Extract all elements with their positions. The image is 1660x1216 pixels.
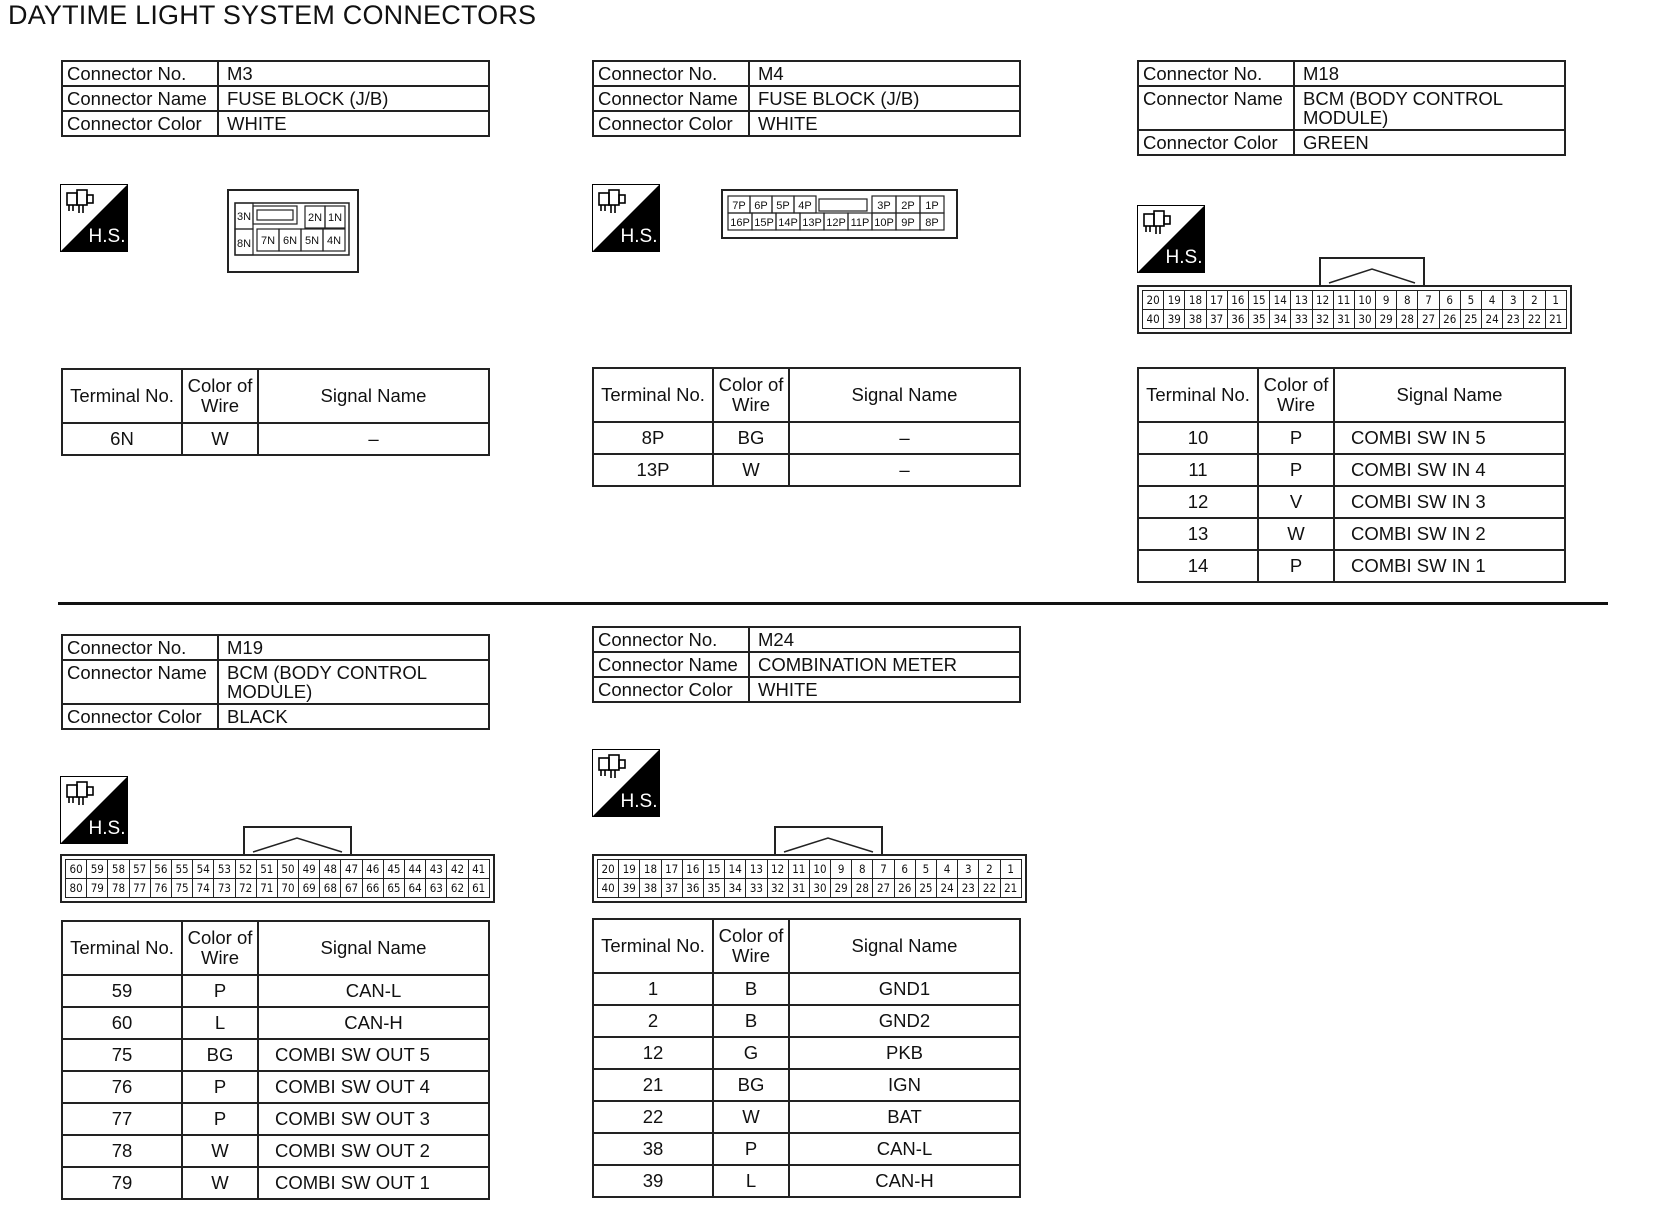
table-row: 1 B GND1 <box>593 973 1020 1005</box>
pin-cell: 24 <box>937 879 958 898</box>
pin-cell: 19 <box>619 860 640 879</box>
terminal-table-m24 <box>592 918 1021 1198</box>
pin-cell: 72 <box>235 879 256 898</box>
pin-cell: 35 <box>703 879 724 898</box>
pin-cell: 16 <box>682 860 703 879</box>
connector-name-label: Connector Name <box>62 86 218 111</box>
connector-name-value: COMBINATION METER <box>749 652 1020 677</box>
pin-cell: 31 <box>788 879 809 898</box>
pin-cell: 74 <box>193 879 214 898</box>
pin-cell: 69 <box>299 879 320 898</box>
connector-color-value: WHITE <box>218 111 489 136</box>
m4-pin-label: 12P <box>826 217 846 229</box>
connector-color-label: Connector Color <box>593 111 749 136</box>
pin-cell: 11 <box>1333 291 1354 310</box>
connector-info-m24 <box>592 626 1021 703</box>
pin-cell: 4 <box>937 860 958 879</box>
pin-cell: 77 <box>129 879 150 898</box>
pin-cell: 22 <box>1524 310 1545 329</box>
m4-pin-label: 5P <box>776 200 790 212</box>
terminal-no-header: Terminal No. <box>1138 368 1258 422</box>
pin-cell: 20 <box>1143 291 1164 310</box>
wire-color-header: Color of Wire <box>713 368 789 422</box>
pin-cell: 12 <box>1312 291 1333 310</box>
m4-pin-label: 1P <box>925 200 939 212</box>
connector-name-value: BCM (BODY CONTROL MODULE) <box>1294 86 1565 130</box>
connector-color-value: WHITE <box>749 677 1020 702</box>
pin-cell: 18 <box>1185 291 1206 310</box>
connector-face-m3 <box>227 189 359 273</box>
pin-cell: 5 <box>1460 291 1481 310</box>
pin-cell: 6 <box>1439 291 1460 310</box>
hs-label: H.S. <box>620 791 658 812</box>
terminal-no-header: Terminal No. <box>62 369 182 423</box>
pin-cell: 71 <box>256 879 277 898</box>
pin-cell: 34 <box>725 879 746 898</box>
pin-cell: 27 <box>1418 310 1439 329</box>
connector-info-m19 <box>61 634 490 730</box>
pin-cell: 15 <box>1248 291 1269 310</box>
pin-cell: 23 <box>1503 310 1524 329</box>
connector-name-value: FUSE BLOCK (J/B) <box>749 86 1020 111</box>
pin-cell: 65 <box>383 879 404 898</box>
pin-cell: 35 <box>1248 310 1269 329</box>
wire-color-header: Color of Wire <box>182 921 258 975</box>
pin-cell: 28 <box>1397 310 1418 329</box>
m4-pin-label: 6P <box>754 200 768 212</box>
pin-cell: 64 <box>405 879 426 898</box>
connector-no-label: Connector No. <box>1138 61 1294 86</box>
pin-cell: 9 <box>1376 291 1397 310</box>
connector-no-label: Connector No. <box>593 627 749 652</box>
pin-cell: 10 <box>809 860 830 879</box>
pin-cell: 24 <box>1482 310 1503 329</box>
pin-cell: 32 <box>1312 310 1333 329</box>
pin-cell: 29 <box>831 879 852 898</box>
pin-cell: 13 <box>746 860 767 879</box>
terminal-no-header: Terminal No. <box>593 368 713 422</box>
page-title: DAYTIME LIGHT SYSTEM CONNECTORS <box>8 0 537 30</box>
pin-cell: 37 <box>661 879 682 898</box>
terminal-table-m18 <box>1137 367 1566 583</box>
pin-cell: 17 <box>661 860 682 879</box>
pin-cell: 6 <box>894 860 915 879</box>
pin-cell: 39 <box>1164 310 1185 329</box>
table-row: 12 G PKB <box>593 1037 1020 1069</box>
pin-cell: 32 <box>767 879 788 898</box>
pin-cell: 75 <box>171 879 192 898</box>
connector-color-label: Connector Color <box>62 111 218 136</box>
pin-cell: 42 <box>447 860 468 879</box>
table-row: 75 BG COMBI SW OUT 5 <box>62 1039 489 1071</box>
wire-color-header: Color of Wire <box>713 919 789 973</box>
pin-cell: 31 <box>1333 310 1354 329</box>
pin-cell: 80 <box>66 879 87 898</box>
pin-cell: 52 <box>235 860 256 879</box>
terminal-table-m4 <box>592 367 1021 487</box>
pin-cell: 51 <box>256 860 277 879</box>
m3-pin-label: 6N <box>282 235 298 247</box>
pin-cell: 34 <box>1270 310 1291 329</box>
pin-cell: 33 <box>1291 310 1312 329</box>
hs-label: H.S. <box>1165 247 1203 268</box>
connector-name-value: BCM (BODY CONTROL MODULE) <box>218 660 489 704</box>
pin-cell: 5 <box>915 860 936 879</box>
pin-cell: 40 <box>598 879 619 898</box>
hs-label: H.S. <box>620 226 658 247</box>
pin-cell: 70 <box>277 879 298 898</box>
m3-pin-label: 7N <box>260 235 276 247</box>
pin-cell: 12 <box>767 860 788 879</box>
pin-cell: 21 <box>1545 310 1566 329</box>
pin-cell: 25 <box>1460 310 1481 329</box>
pin-cell: 29 <box>1376 310 1397 329</box>
pin-cell: 58 <box>108 860 129 879</box>
pin-cell: 55 <box>171 860 192 879</box>
pin-cell: 28 <box>852 879 873 898</box>
table-row: 79 W COMBI SW OUT 1 <box>62 1167 489 1199</box>
pin-cell: 9 <box>831 860 852 879</box>
pin-cell: 59 <box>87 860 108 879</box>
harness-side-icon <box>60 184 128 252</box>
connector-info-m3 <box>61 60 490 137</box>
signal-name-header: Signal Name <box>1334 368 1565 422</box>
pin-cell: 33 <box>746 879 767 898</box>
pin-cell: 54 <box>193 860 214 879</box>
table-row: 76 P COMBI SW OUT 4 <box>62 1071 489 1103</box>
connector-color-label: Connector Color <box>1138 130 1294 155</box>
pin-cell: 18 <box>640 860 661 879</box>
table-row: 6N W – <box>62 423 489 455</box>
m4-pin-label: 3P <box>877 200 891 212</box>
connector-no-value: M24 <box>749 627 1020 652</box>
pin-cell: 47 <box>341 860 362 879</box>
connector-color-label: Connector Color <box>62 704 218 729</box>
table-row: 12 V COMBI SW IN 3 <box>1138 486 1565 518</box>
connector-info-m4 <box>592 60 1021 137</box>
pin-cell: 43 <box>426 860 447 879</box>
pin-cell: 10 <box>1354 291 1375 310</box>
pin-cell: 61 <box>468 879 489 898</box>
harness-side-icon <box>1137 205 1205 273</box>
table-row: 13 W COMBI SW IN 2 <box>1138 518 1565 550</box>
pin-cell: 3 <box>958 860 979 879</box>
wire-color-header: Color of Wire <box>1258 368 1334 422</box>
connector-no-label: Connector No. <box>62 61 218 86</box>
harness-side-icon <box>60 776 128 844</box>
m4-pin-label: 14P <box>778 217 798 229</box>
connector-name-label: Connector Name <box>593 86 749 111</box>
pin-cell: 16 <box>1227 291 1248 310</box>
pin-cell: 14 <box>725 860 746 879</box>
pin-cell: 68 <box>320 879 341 898</box>
terminal-no-header: Terminal No. <box>593 919 713 973</box>
pin-cell: 14 <box>1270 291 1291 310</box>
m3-pins <box>235 203 345 255</box>
pin-cell: 49 <box>299 860 320 879</box>
pin-cell: 23 <box>958 879 979 898</box>
pin-cell: 79 <box>87 879 108 898</box>
pin-cell: 20 <box>598 860 619 879</box>
signal-name-header: Signal Name <box>789 368 1020 422</box>
m4-pin-label: 13P <box>802 217 822 229</box>
pin-cell: 17 <box>1206 291 1227 310</box>
pin-cell: 78 <box>108 879 129 898</box>
pin-cell: 73 <box>214 879 235 898</box>
hs-label: H.S. <box>88 818 126 839</box>
pin-cell: 26 <box>1439 310 1460 329</box>
pin-cell: 7 <box>1418 291 1439 310</box>
pin-cell: 7 <box>873 860 894 879</box>
connector-color-value: GREEN <box>1294 130 1565 155</box>
connector-color-value: WHITE <box>749 111 1020 136</box>
m3-pin-label: 8N <box>236 238 252 250</box>
pin-cell: 30 <box>809 879 830 898</box>
table-row: 14 P COMBI SW IN 1 <box>1138 550 1565 582</box>
pin-cell: 62 <box>447 879 468 898</box>
table-row: 59 P CAN-L <box>62 975 489 1007</box>
table-row: 60 L CAN-H <box>62 1007 489 1039</box>
m4-pin-label: 11P <box>850 217 870 229</box>
signal-name-header: Signal Name <box>789 919 1020 973</box>
pin-cell: 26 <box>894 879 915 898</box>
table-row: 39 L CAN-H <box>593 1165 1020 1197</box>
connector-name-label: Connector Name <box>62 660 218 704</box>
pin-cell: 44 <box>405 860 426 879</box>
pin-cell: 21 <box>1000 879 1021 898</box>
pin-cell: 13 <box>1291 291 1312 310</box>
table-row: 10 P COMBI SW IN 5 <box>1138 422 1565 454</box>
m3-pin-label: 5N <box>304 235 320 247</box>
pin-cell: 60 <box>66 860 87 879</box>
m4-pin-label: 7P <box>732 200 746 212</box>
pin-cell: 67 <box>341 879 362 898</box>
connector-face-m19 <box>60 854 495 903</box>
connector-no-value: M18 <box>1294 61 1565 86</box>
wire-color-header: Color of Wire <box>182 369 258 423</box>
m3-pin-label: 4N <box>326 235 342 247</box>
connector-no-label: Connector No. <box>62 635 218 660</box>
pin-cell: 56 <box>150 860 171 879</box>
pin-cell: 2 <box>979 860 1000 879</box>
pin-cell: 63 <box>426 879 447 898</box>
pin-cell: 1 <box>1545 291 1566 310</box>
pin-cell: 3 <box>1503 291 1524 310</box>
table-row: 8P BG – <box>593 422 1020 454</box>
signal-name-header: Signal Name <box>258 921 489 975</box>
pin-cell: 4 <box>1482 291 1503 310</box>
pin-cell: 15 <box>703 860 724 879</box>
hs-label: H.S. <box>88 226 126 247</box>
harness-side-icon <box>592 749 660 817</box>
pin-cell: 76 <box>150 879 171 898</box>
connector-color-label: Connector Color <box>593 677 749 702</box>
m4-pin-label: 9P <box>901 217 915 229</box>
connector-no-label: Connector No. <box>593 61 749 86</box>
connector-color-value: BLACK <box>218 704 489 729</box>
m3-pin-label: 1N <box>327 212 343 224</box>
connector-no-value: M4 <box>749 61 1020 86</box>
m3-pin-label: 2N <box>307 212 323 224</box>
connector-face-m18 <box>1137 285 1572 334</box>
connector-face-m4 <box>721 189 958 239</box>
connector-no-value: M19 <box>218 635 489 660</box>
pin-cell: 48 <box>320 860 341 879</box>
connector-name-value: FUSE BLOCK (J/B) <box>218 86 489 111</box>
pin-cell: 40 <box>1143 310 1164 329</box>
table-row: 11 P COMBI SW IN 4 <box>1138 454 1565 486</box>
connector-info-m18 <box>1137 60 1566 156</box>
pin-cell: 46 <box>362 860 383 879</box>
pin-cell: 36 <box>1227 310 1248 329</box>
connector-no-value: M3 <box>218 61 489 86</box>
pin-cell: 38 <box>1185 310 1206 329</box>
terminal-no-header: Terminal No. <box>62 921 182 975</box>
terminal-table-m3 <box>61 368 490 456</box>
pin-cell: 2 <box>1524 291 1545 310</box>
table-row: 22 W BAT <box>593 1101 1020 1133</box>
pin-cell: 8 <box>852 860 873 879</box>
table-row: 78 W COMBI SW OUT 2 <box>62 1135 489 1167</box>
pin-cell: 30 <box>1354 310 1375 329</box>
pin-cell: 41 <box>468 860 489 879</box>
m4-pin-label: 8P <box>925 217 939 229</box>
m4-pin-label: 2P <box>901 200 915 212</box>
m4-pin-label: 15P <box>754 217 774 229</box>
section-divider <box>58 602 1608 605</box>
pin-cell: 8 <box>1397 291 1418 310</box>
pin-cell: 22 <box>979 879 1000 898</box>
pin-cell: 45 <box>383 860 404 879</box>
connector-face-m24 <box>592 854 1027 903</box>
pin-cell: 39 <box>619 879 640 898</box>
pin-cell: 50 <box>277 860 298 879</box>
table-row: 13P W – <box>593 454 1020 486</box>
table-row: 38 P CAN-L <box>593 1133 1020 1165</box>
terminal-table-m19 <box>61 920 490 1200</box>
table-row: 21 BG IGN <box>593 1069 1020 1101</box>
pin-cell: 11 <box>788 860 809 879</box>
m4-pin-label: 4P <box>798 200 812 212</box>
pin-cell: 25 <box>915 879 936 898</box>
harness-side-icon <box>592 184 660 252</box>
pin-cell: 1 <box>1000 860 1021 879</box>
pin-cell: 57 <box>129 860 150 879</box>
connector-name-label: Connector Name <box>1138 86 1294 130</box>
pin-cell: 66 <box>362 879 383 898</box>
pin-cell: 27 <box>873 879 894 898</box>
pin-cell: 37 <box>1206 310 1227 329</box>
m4-pin-label: 10P <box>874 217 894 229</box>
m3-pin-label: 3N <box>236 211 252 223</box>
pin-cell: 53 <box>214 860 235 879</box>
connector-name-label: Connector Name <box>593 652 749 677</box>
table-row: 2 B GND2 <box>593 1005 1020 1037</box>
table-row: 77 P COMBI SW OUT 3 <box>62 1103 489 1135</box>
signal-name-header: Signal Name <box>258 369 489 423</box>
pin-cell: 38 <box>640 879 661 898</box>
pin-cell: 36 <box>682 879 703 898</box>
m4-pin-label: 16P <box>730 217 750 229</box>
pin-cell: 19 <box>1164 291 1185 310</box>
